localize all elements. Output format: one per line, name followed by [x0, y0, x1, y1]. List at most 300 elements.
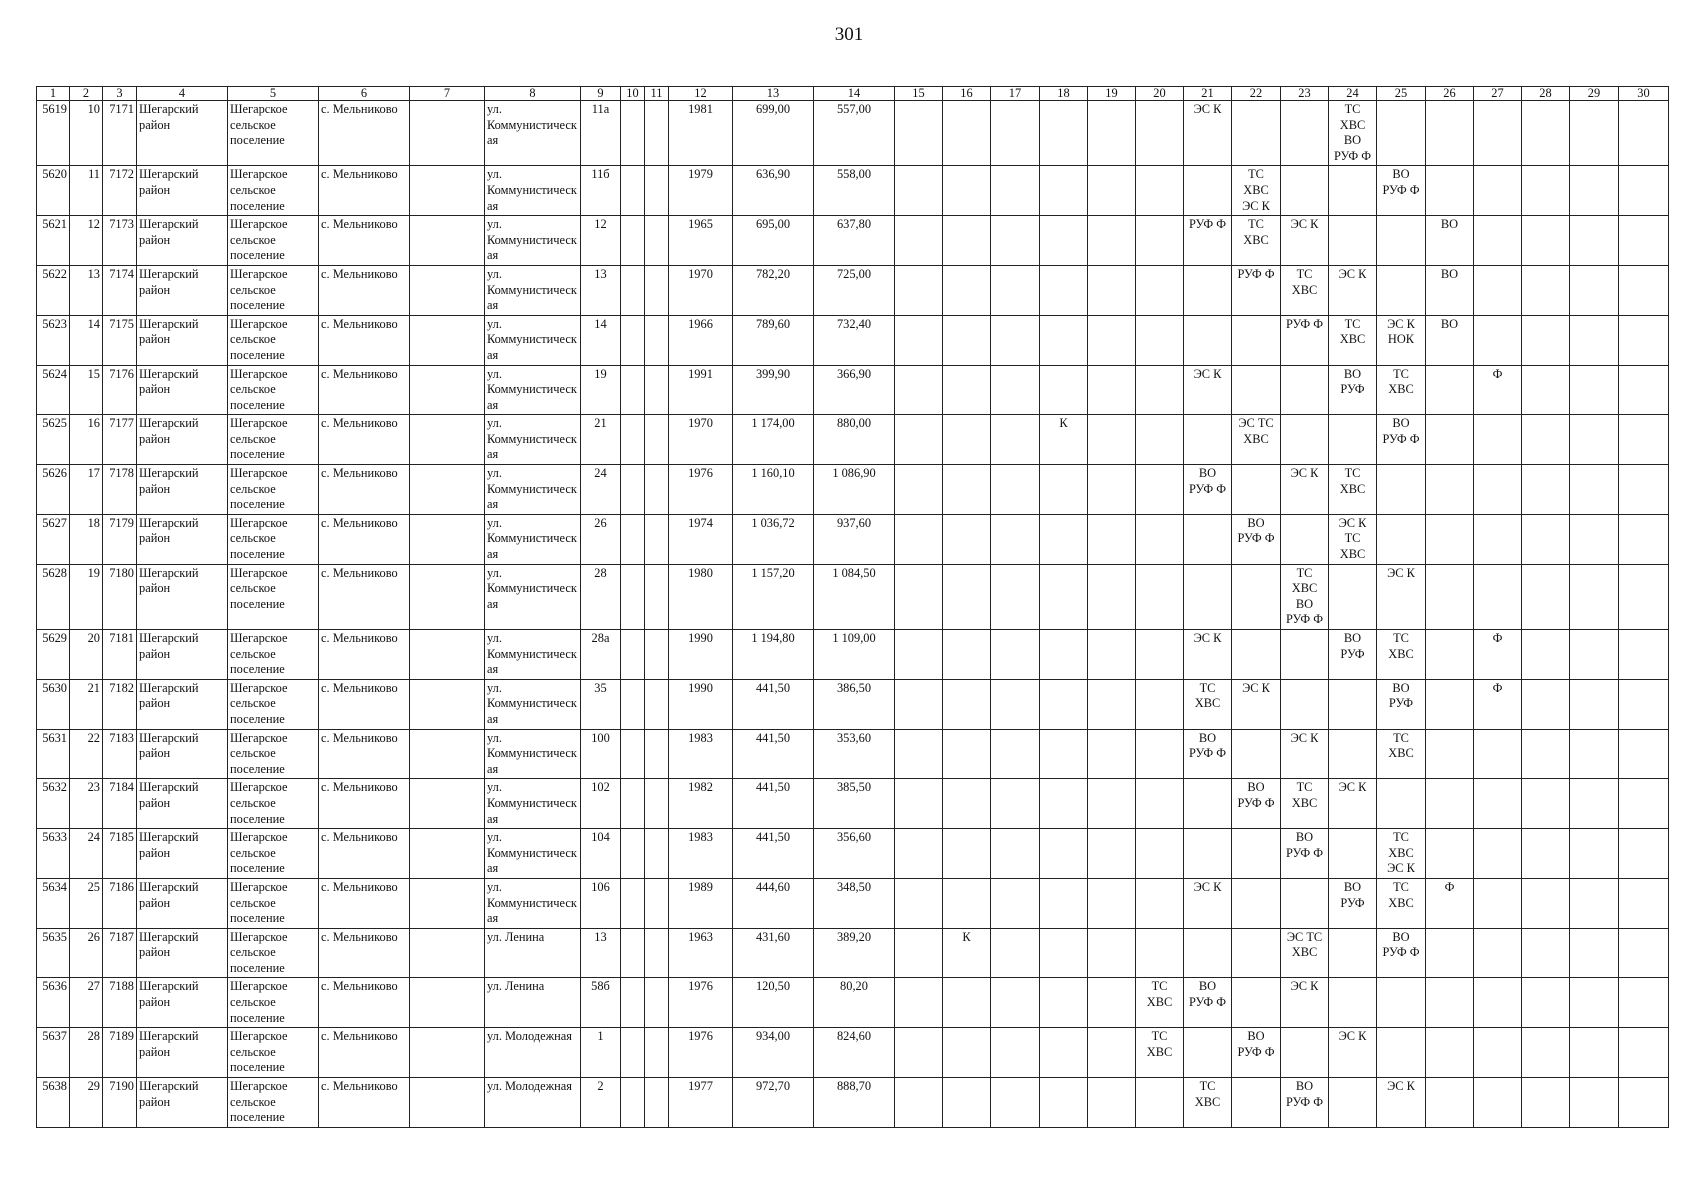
cell-col-15: [895, 465, 943, 515]
cell-col-10: [621, 928, 645, 978]
cell-build-year: 1981: [669, 101, 733, 166]
cell-col-18: [1040, 779, 1088, 829]
cell-col-23: [1281, 878, 1329, 928]
cell-code: К: [962, 929, 971, 944]
cell-code: ТС: [1344, 316, 1361, 331]
cell-build-year: 1976: [669, 465, 733, 515]
cell-settlement: Шегарское сельское поселение: [228, 630, 319, 680]
cell-col-30: [1619, 1028, 1669, 1078]
cell-total-area: 120,50: [733, 978, 814, 1028]
cell-code: ВО: [1295, 596, 1314, 611]
cell-code: ТС: [1344, 531, 1361, 546]
column-header-30: 30: [1619, 87, 1669, 101]
cell-col-28: [1522, 928, 1570, 978]
cell-code: ТС: [1393, 730, 1409, 745]
cell-build-year: 1990: [669, 679, 733, 729]
cell-col-15: [895, 779, 943, 829]
cell-col-15: [895, 679, 943, 729]
cell-total-area: 972,70: [733, 1078, 814, 1128]
table-row: [37, 779, 1669, 829]
cell-col-7: [410, 216, 485, 266]
cell-col-29: [1570, 1028, 1619, 1078]
cell-code: ХВС: [1291, 795, 1318, 810]
cell-col-22: [1232, 679, 1281, 729]
cell-col-22: [1232, 1078, 1281, 1128]
cell-col-29: [1570, 564, 1619, 629]
cell-row-number: 13: [70, 265, 103, 315]
cell-total-area: 1 036,72: [733, 514, 814, 564]
cell-col-15: [895, 1028, 943, 1078]
cell-code: РУФ Ф: [1382, 431, 1420, 446]
cell-code: ВО: [1198, 979, 1217, 994]
cell-street: ул. Ленина: [485, 978, 581, 1028]
cell-street: ул. Коммунистическая: [485, 315, 581, 365]
cell-col-11: [645, 166, 669, 216]
cell-total-area: 441,50: [733, 829, 814, 879]
cell-build-year: 1976: [669, 1028, 733, 1078]
cell-district: Шегарский район: [137, 1028, 228, 1078]
table-row: [37, 166, 1669, 216]
cell-col-25: [1377, 415, 1426, 465]
cell-district: Шегарский район: [137, 1078, 228, 1128]
cell-object-code: 7183: [103, 729, 137, 779]
cell-col-28: [1522, 779, 1570, 829]
cell-col-23: [1281, 1078, 1329, 1128]
cell-col-16: [943, 265, 991, 315]
cell-row-number: 28: [70, 1028, 103, 1078]
cell-total-area: 695,00: [733, 216, 814, 266]
cell-house-number: 104: [581, 829, 621, 879]
cell-record-number: 5623: [37, 315, 70, 365]
cell-house-number: 13: [581, 265, 621, 315]
cell-col-30: [1619, 829, 1669, 879]
cell-col-18: [1040, 878, 1088, 928]
cell-col-11: [645, 829, 669, 879]
cell-col-25: [1377, 1078, 1426, 1128]
cell-col-17: [991, 1078, 1040, 1128]
cell-code: Ф: [1444, 879, 1455, 894]
cell-row-number: 19: [70, 564, 103, 629]
cell-living-area: 386,50: [814, 679, 895, 729]
cell-code: ЭС К: [1290, 466, 1319, 481]
cell-col-21: [1184, 216, 1232, 266]
cell-col-16: [943, 101, 991, 166]
cell-record-number: 5621: [37, 216, 70, 266]
cell-col-25: [1377, 365, 1426, 415]
cell-col-11: [645, 465, 669, 515]
cell-street: ул. Коммунистическая: [485, 166, 581, 216]
cell-col-19: [1088, 729, 1136, 779]
cell-col-30: [1619, 101, 1669, 166]
cell-col-19: [1088, 829, 1136, 879]
cell-total-area: 441,50: [733, 679, 814, 729]
cell-living-area: 80,20: [814, 978, 895, 1028]
cell-living-area: 389,20: [814, 928, 895, 978]
cell-col-23: [1281, 514, 1329, 564]
cell-code: РУФ Ф: [1285, 612, 1324, 627]
cell-code: РУФ Ф: [1237, 1044, 1275, 1059]
cell-col-30: [1619, 630, 1669, 680]
cell-total-area: 441,50: [733, 729, 814, 779]
table-row: [37, 978, 1669, 1028]
cell-col-30: [1619, 878, 1669, 928]
cell-total-area: 1 194,80: [733, 630, 814, 680]
cell-col-11: [645, 928, 669, 978]
cell-code: ЭС К: [1290, 217, 1319, 232]
cell-code: ХВС: [1243, 182, 1269, 197]
column-header-20: 20: [1136, 87, 1184, 101]
cell-code: ЭС К: [1387, 316, 1415, 331]
cell-house-number: 11б: [581, 166, 621, 216]
cell-col-24: [1329, 978, 1377, 1028]
cell-object-code: 7189: [103, 1028, 137, 1078]
cell-col-28: [1522, 729, 1570, 779]
cell-object-code: 7188: [103, 978, 137, 1028]
cell-col-20: [1136, 978, 1184, 1028]
cell-col-10: [621, 365, 645, 415]
table-row: [37, 1028, 1669, 1078]
cell-col-7: [410, 315, 485, 365]
cell-record-number: 5624: [37, 365, 70, 415]
table-row: [37, 630, 1669, 680]
cell-col-16: [943, 679, 991, 729]
table-row: [37, 564, 1669, 629]
cell-col-16: [943, 928, 991, 978]
cell-street: ул. Коммунистическая: [485, 101, 581, 166]
cell-col-30: [1619, 315, 1669, 365]
cell-col-7: [410, 514, 485, 564]
cell-col-20: [1136, 101, 1184, 166]
cell-locality: с. Мельниково: [319, 729, 410, 779]
cell-locality: с. Мельниково: [319, 514, 410, 564]
cell-col-7: [410, 465, 485, 515]
cell-total-area: 782,20: [733, 265, 814, 315]
cell-living-area: 1 084,50: [814, 564, 895, 629]
cell-record-number: 5620: [37, 166, 70, 216]
cell-col-20: [1136, 779, 1184, 829]
cell-settlement: Шегарское сельское поселение: [228, 878, 319, 928]
cell-locality: с. Мельниково: [319, 465, 410, 515]
cell-code: ХВС: [1291, 581, 1318, 596]
cell-code: ТС: [1199, 680, 1216, 695]
cell-col-26: [1426, 101, 1474, 166]
cell-col-20: [1136, 630, 1184, 680]
cell-col-19: [1088, 415, 1136, 465]
cell-col-29: [1570, 415, 1619, 465]
cell-row-number: 24: [70, 829, 103, 879]
cell-col-22: [1232, 928, 1281, 978]
cell-col-27: [1474, 779, 1522, 829]
cell-col-11: [645, 365, 669, 415]
cell-col-25: [1377, 978, 1426, 1028]
cell-col-10: [621, 1078, 645, 1128]
cell-house-number: 24: [581, 465, 621, 515]
cell-code: ТС: [1248, 217, 1264, 232]
cell-settlement: Шегарское сельское поселение: [228, 365, 319, 415]
column-header-9: 9: [581, 87, 621, 101]
cell-col-24: [1329, 878, 1377, 928]
cell-district: Шегарский район: [137, 829, 228, 879]
cell-col-22: [1232, 514, 1281, 564]
cell-build-year: 1983: [669, 829, 733, 879]
cell-col-23: [1281, 216, 1329, 266]
cell-code: ТС: [1296, 565, 1313, 580]
cell-col-30: [1619, 365, 1669, 415]
cell-col-7: [410, 1028, 485, 1078]
cell-col-26: [1426, 265, 1474, 315]
table-row: [37, 829, 1669, 879]
cell-col-22: [1232, 216, 1281, 266]
column-header-18: 18: [1040, 87, 1088, 101]
cell-total-area: 399,90: [733, 365, 814, 415]
cell-record-number: 5625: [37, 415, 70, 465]
cell-col-7: [410, 630, 485, 680]
cell-col-18: [1040, 1078, 1088, 1128]
cell-col-26: [1426, 315, 1474, 365]
cell-col-17: [991, 928, 1040, 978]
cell-col-20: [1136, 415, 1184, 465]
cell-district: Шегарский район: [137, 514, 228, 564]
cell-house-number: 28а: [581, 630, 621, 680]
cell-living-area: 937,60: [814, 514, 895, 564]
cell-living-area: 385,50: [814, 779, 895, 829]
cell-street: ул. Коммунистическая: [485, 630, 581, 680]
cell-district: Шегарский район: [137, 878, 228, 928]
cell-code: ХВС: [1339, 117, 1366, 132]
cell-code: НОК: [1387, 332, 1415, 347]
cell-col-27: [1474, 514, 1522, 564]
cell-col-22: [1232, 878, 1281, 928]
cell-col-24: [1329, 564, 1377, 629]
cell-col-19: [1088, 166, 1136, 216]
cell-col-27: [1474, 315, 1522, 365]
column-header-25: 25: [1377, 87, 1426, 101]
cell-code: ВО: [1247, 515, 1265, 530]
cell-col-19: [1088, 1028, 1136, 1078]
cell-col-16: [943, 729, 991, 779]
cell-settlement: Шегарское сельское поселение: [228, 265, 319, 315]
cell-code: Ф: [1492, 680, 1503, 695]
cell-code: РУФ Ф: [1188, 481, 1227, 496]
cell-object-code: 7181: [103, 630, 137, 680]
cell-col-22: [1232, 465, 1281, 515]
cell-code: ЭС К: [1338, 780, 1367, 795]
cell-col-27: [1474, 415, 1522, 465]
cell-code: ТС: [1296, 266, 1313, 281]
cell-code: ТС: [1393, 366, 1409, 381]
cell-code: ТС: [1199, 1079, 1216, 1094]
cell-col-28: [1522, 630, 1570, 680]
cell-code: РУФ Ф: [1237, 795, 1275, 810]
cell-col-18: [1040, 729, 1088, 779]
cell-row-number: 14: [70, 315, 103, 365]
cell-col-23: [1281, 779, 1329, 829]
column-header-26: 26: [1426, 87, 1474, 101]
cell-col-15: [895, 315, 943, 365]
cell-col-17: [991, 365, 1040, 415]
cell-col-17: [991, 978, 1040, 1028]
cell-code: ЭС К: [1193, 879, 1222, 894]
cell-code: ЭС К: [1242, 680, 1270, 695]
cell-code: ХВС: [1194, 696, 1221, 711]
header-row: [37, 87, 1669, 101]
cell-col-28: [1522, 465, 1570, 515]
cell-build-year: 1970: [669, 265, 733, 315]
cell-code: ЭС К: [1290, 730, 1319, 745]
cell-col-22: [1232, 166, 1281, 216]
cell-col-7: [410, 101, 485, 166]
cell-house-number: 13: [581, 928, 621, 978]
cell-col-22: [1232, 101, 1281, 166]
cell-street: ул. Молодежная: [485, 1078, 581, 1128]
cell-col-10: [621, 101, 645, 166]
cell-code: ЭС К: [1387, 861, 1415, 876]
cell-record-number: 5637: [37, 1028, 70, 1078]
cell-col-27: [1474, 365, 1522, 415]
cell-col-25: [1377, 630, 1426, 680]
cell-object-code: 7184: [103, 779, 137, 829]
cell-col-20: [1136, 679, 1184, 729]
cell-house-number: 28: [581, 564, 621, 629]
cell-house-number: 19: [581, 365, 621, 415]
cell-col-11: [645, 514, 669, 564]
cell-col-19: [1088, 928, 1136, 978]
cell-col-7: [410, 878, 485, 928]
cell-col-16: [943, 878, 991, 928]
cell-col-17: [991, 679, 1040, 729]
cell-col-10: [621, 166, 645, 216]
cell-col-10: [621, 779, 645, 829]
cell-house-number: 12: [581, 216, 621, 266]
column-header-17: 17: [991, 87, 1040, 101]
column-header-22: 22: [1232, 87, 1281, 101]
cell-col-19: [1088, 101, 1136, 166]
cell-total-area: 441,50: [733, 779, 814, 829]
cell-code: ВО: [1198, 730, 1217, 745]
cell-col-7: [410, 679, 485, 729]
column-header-29: 29: [1570, 87, 1619, 101]
cell-col-19: [1088, 465, 1136, 515]
cell-district: Шегарский район: [137, 216, 228, 266]
cell-house-number: 11а: [581, 101, 621, 166]
cell-locality: с. Мельниково: [319, 1078, 410, 1128]
column-header-15: 15: [895, 87, 943, 101]
cell-locality: с. Мельниково: [319, 779, 410, 829]
table-row: [37, 365, 1669, 415]
table-body: [37, 101, 1669, 1128]
cell-object-code: 7173: [103, 216, 137, 266]
cell-col-30: [1619, 166, 1669, 216]
cell-build-year: 1976: [669, 978, 733, 1028]
cell-object-code: 7175: [103, 315, 137, 365]
table-header: [37, 87, 1669, 101]
cell-code: ВО: [1392, 416, 1410, 431]
cell-col-23: [1281, 679, 1329, 729]
cell-col-20: [1136, 465, 1184, 515]
cell-col-24: [1329, 415, 1377, 465]
cell-build-year: 1979: [669, 166, 733, 216]
cell-code: ХВС: [1339, 481, 1366, 496]
cell-col-10: [621, 564, 645, 629]
cell-build-year: 1980: [669, 564, 733, 629]
cell-col-23: [1281, 465, 1329, 515]
cell-col-23: [1281, 630, 1329, 680]
cell-col-21: [1184, 265, 1232, 315]
cell-street: ул. Коммунистическая: [485, 465, 581, 515]
cell-col-26: [1426, 514, 1474, 564]
cell-locality: с. Мельниково: [319, 878, 410, 928]
cell-col-19: [1088, 365, 1136, 415]
cell-total-area: 1 174,00: [733, 415, 814, 465]
cell-col-20: [1136, 928, 1184, 978]
cell-col-22: [1232, 564, 1281, 629]
cell-build-year: 1990: [669, 630, 733, 680]
cell-row-number: 10: [70, 101, 103, 166]
cell-col-10: [621, 729, 645, 779]
cell-object-code: 7174: [103, 265, 137, 315]
cell-col-20: [1136, 1028, 1184, 1078]
cell-col-15: [895, 630, 943, 680]
cell-code: РУФ: [1388, 696, 1414, 711]
cell-col-11: [645, 978, 669, 1028]
cell-record-number: 5632: [37, 779, 70, 829]
cell-col-15: [895, 216, 943, 266]
cell-build-year: 1991: [669, 365, 733, 415]
cell-col-15: [895, 514, 943, 564]
cell-locality: с. Мельниково: [319, 315, 410, 365]
cell-col-20: [1136, 315, 1184, 365]
cell-total-area: 699,00: [733, 101, 814, 166]
cell-col-18: [1040, 564, 1088, 629]
cell-col-18: [1040, 514, 1088, 564]
cell-living-area: 356,60: [814, 829, 895, 879]
cell-locality: с. Мельниково: [319, 166, 410, 216]
column-header-21: 21: [1184, 87, 1232, 101]
cell-street: ул. Коммунистическая: [485, 415, 581, 465]
cell-col-7: [410, 365, 485, 415]
cell-col-17: [991, 465, 1040, 515]
cell-col-27: [1474, 978, 1522, 1028]
cell-code: ВО: [1295, 830, 1314, 845]
cell-district: Шегарский район: [137, 465, 228, 515]
cell-col-26: [1426, 978, 1474, 1028]
table-row: [37, 878, 1669, 928]
cell-living-area: 1 086,90: [814, 465, 895, 515]
cell-settlement: Шегарское сельское поселение: [228, 928, 319, 978]
cell-col-26: [1426, 1078, 1474, 1128]
cell-house-number: 106: [581, 878, 621, 928]
cell-col-7: [410, 928, 485, 978]
cell-col-11: [645, 729, 669, 779]
cell-col-25: [1377, 928, 1426, 978]
column-header-28: 28: [1522, 87, 1570, 101]
cell-build-year: 1982: [669, 779, 733, 829]
cell-district: Шегарский район: [137, 564, 228, 629]
cell-col-29: [1570, 465, 1619, 515]
cell-col-15: [895, 415, 943, 465]
cell-col-28: [1522, 978, 1570, 1028]
cell-col-10: [621, 679, 645, 729]
cell-build-year: 1963: [669, 928, 733, 978]
cell-row-number: 21: [70, 679, 103, 729]
cell-col-19: [1088, 679, 1136, 729]
cell-col-23: [1281, 564, 1329, 629]
cell-col-18: [1040, 415, 1088, 465]
cell-col-17: [991, 1028, 1040, 1078]
table-row: [37, 216, 1669, 266]
cell-col-21: [1184, 365, 1232, 415]
cell-code: ХВС: [1388, 382, 1414, 397]
